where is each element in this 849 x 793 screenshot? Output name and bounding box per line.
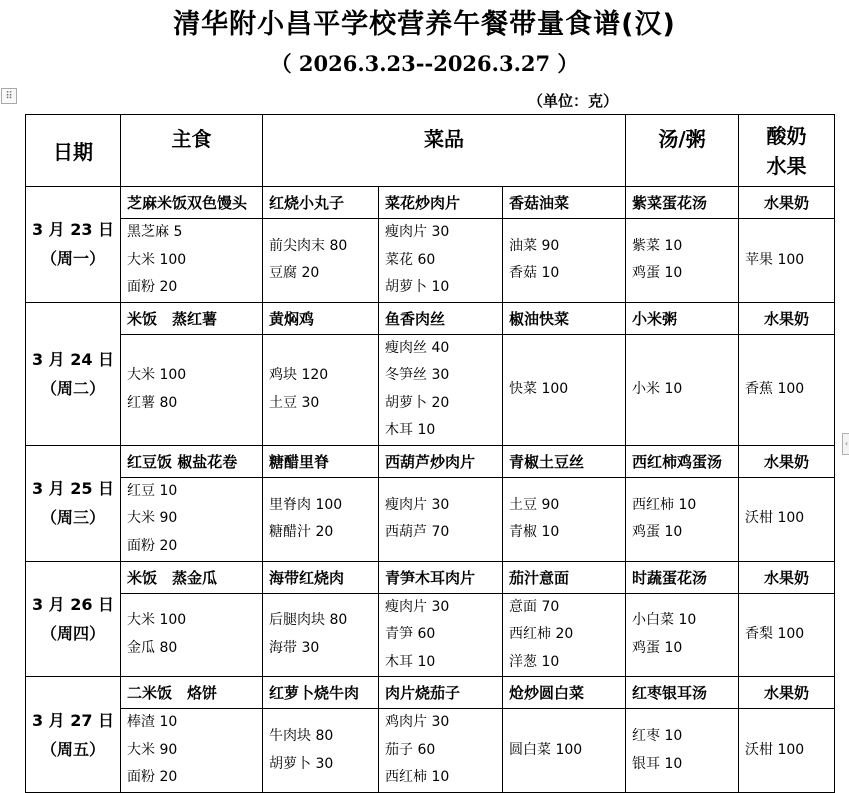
dish-3-dish-name: 香菇油菜 (503, 187, 626, 219)
ingredient-item: 香梨 100 (745, 626, 805, 642)
dish-3-ingredients (503, 709, 626, 793)
ingredient-item: 青笋 60 (385, 626, 436, 642)
dessert-dish-name: 水果奶 (739, 561, 835, 593)
ingredient-item: 鸡块 120 (269, 367, 329, 383)
day-date-cell (26, 187, 121, 303)
ingredient-item: 胡萝卜 10 (385, 279, 450, 295)
ingredient-item: 前尖肉末 80 (269, 237, 348, 254)
staple-ingredients (121, 709, 263, 793)
dish-2-dish-name: 西葫芦炒肉片 (379, 445, 503, 477)
day-date-cell (26, 561, 121, 677)
soup-ingredients (626, 477, 739, 561)
soup-dish-name: 红枣银耳汤 (626, 677, 739, 709)
ingredient-item: 香蕉 100 (745, 380, 805, 397)
ingredient-item: 土豆 30 (269, 394, 320, 411)
ingredient-item: 红枣 10 (632, 728, 683, 744)
dessert-ingredients (739, 477, 835, 561)
day-date: 3 月 27 日 (31, 710, 115, 730)
dish-1-ingredients (263, 709, 379, 793)
day-weekday: （周一） (40, 249, 105, 269)
day-dish-row (26, 561, 835, 593)
dish-1-ingredients (263, 334, 379, 445)
side-tab-icon[interactable]: ‹ (842, 433, 849, 455)
day-ingredient-row (26, 334, 835, 445)
dessert-ingredients (739, 593, 835, 677)
header-date: 日期 (26, 115, 121, 187)
day-date-cell (26, 302, 121, 445)
soup-dish-name: 西红柿鸡蛋汤 (626, 445, 739, 477)
ingredient-item: 茄子 60 (385, 741, 436, 758)
ingredient-item: 意面 70 (509, 598, 560, 615)
dish-1-dish-name: 黄焖鸡 (263, 302, 379, 334)
dish-3-dish-name: 茄汁意面 (503, 561, 626, 593)
page-title: 清华附小昌平学校营养午餐带量食谱(汉) (173, 9, 676, 40)
header-row (26, 115, 835, 187)
day-date-cell (26, 677, 121, 793)
header-dishes: 菜品 (263, 115, 626, 187)
dish-3-ingredients (503, 593, 626, 677)
ingredient-item: 大米 100 (127, 612, 187, 629)
dish-3-ingredients (503, 477, 626, 561)
dessert-dish-name: 水果奶 (739, 445, 835, 477)
staple-ingredients (121, 334, 263, 445)
table-move-handle-icon[interactable]: ⠿ (1, 88, 17, 104)
day-date: 3 月 25 日 (31, 479, 115, 498)
ingredient-item: 西葫芦 70 (385, 524, 450, 540)
ingredient-item: 胡萝卜 30 (269, 755, 334, 772)
dish-2-ingredients (379, 709, 503, 793)
soup-dish-name: 小米粥 (626, 302, 739, 334)
ingredient-item: 大米 100 (127, 251, 187, 268)
dish-1-dish-name: 红烧小丸子 (263, 187, 379, 219)
ingredient-item: 木耳 10 (385, 422, 436, 438)
ingredient-item: 冬笋丝 30 (385, 367, 450, 383)
dish-3-dish-name: 椒油快菜 (503, 302, 626, 334)
day-ingredient-row (26, 709, 835, 793)
dessert-ingredients (739, 334, 835, 445)
dish-2-ingredients (379, 334, 503, 445)
day-dish-row (26, 677, 835, 709)
menu-table (25, 114, 835, 793)
ingredient-item: 沃柑 100 (745, 741, 805, 758)
staple-dish-name: 米饭 蒸金瓜 (121, 561, 263, 593)
dish-1-dish-name: 糖醋里脊 (263, 445, 379, 477)
ingredient-item: 红豆 10 (127, 482, 178, 499)
staple-dish-name: 芝麻米饭双色馒头 (121, 187, 263, 219)
day-ingredient-row (26, 477, 835, 561)
soup-ingredients (626, 219, 739, 303)
day-date-cell (26, 445, 121, 561)
ingredient-item: 面粉 20 (127, 279, 178, 295)
ingredient-item: 瘦肉丝 40 (385, 339, 450, 356)
ingredient-item: 苹果 100 (745, 251, 805, 268)
ingredient-item: 面粉 20 (127, 537, 178, 554)
dish-2-dish-name: 青笋木耳肉片 (379, 561, 503, 593)
header-dessert (739, 115, 835, 187)
ingredient-item: 小米 10 (632, 380, 683, 397)
ingredient-item: 豆腐 20 (269, 265, 320, 282)
ingredient-item: 大米 90 (127, 510, 178, 527)
ingredient-item: 大米 90 (127, 741, 178, 758)
soup-ingredients (626, 593, 739, 677)
day-dish-row (26, 445, 835, 477)
soup-dish-name: 时蔬蛋花汤 (626, 561, 739, 593)
dessert-dish-name: 水果奶 (739, 187, 835, 219)
ingredient-item: 糖醋汁 20 (269, 524, 334, 540)
ingredient-item: 鸡蛋 10 (632, 524, 683, 540)
ingredient-item: 面粉 20 (127, 769, 178, 786)
dish-1-ingredients (263, 593, 379, 677)
dessert-ingredients (739, 709, 835, 793)
dessert-ingredients (739, 219, 835, 303)
dish-1-ingredients (263, 219, 379, 303)
staple-dish-name: 二米饭 烙饼 (121, 677, 263, 709)
ingredient-item: 西红柿 10 (385, 769, 450, 786)
ingredient-item: 鸡蛋 10 (632, 639, 683, 656)
day-dish-row (26, 302, 835, 334)
dish-3-ingredients (503, 219, 626, 303)
ingredient-item: 金瓜 80 (127, 639, 178, 656)
ingredient-item: 香菇 10 (509, 265, 560, 282)
unit-label: （单位：克） (528, 92, 619, 110)
ingredient-item: 小白菜 10 (632, 612, 697, 629)
ingredient-item: 鸡蛋 10 (632, 265, 683, 282)
dish-2-ingredients (379, 477, 503, 561)
ingredient-item: 西红柿 10 (632, 496, 697, 513)
ingredient-item: 鸡肉片 30 (385, 714, 450, 731)
ingredient-item: 棒渣 10 (127, 714, 178, 731)
ingredient-item: 快菜 100 (509, 380, 569, 397)
dessert-dish-name: 水果奶 (739, 302, 835, 334)
dish-3-dish-name: 炝炒圆白菜 (503, 677, 626, 709)
day-weekday: （周五） (40, 739, 105, 759)
soup-ingredients (626, 709, 739, 793)
ingredient-item: 瘦肉片 30 (385, 224, 450, 240)
ingredient-item: 牛肉块 80 (269, 728, 334, 744)
ingredient-item: 银耳 10 (632, 755, 683, 772)
day-weekday: （周四） (40, 623, 105, 643)
day-date: 3 月 24 日 (31, 349, 115, 369)
ingredient-item: 胡萝卜 20 (385, 394, 450, 411)
ingredient-item: 沃柑 100 (745, 510, 805, 527)
menu-table-body (26, 115, 835, 793)
dish-2-dish-name: 肉片烧茄子 (379, 677, 503, 709)
ingredient-item: 里脊肉 100 (269, 496, 343, 513)
ingredient-item: 土豆 90 (509, 496, 560, 513)
day-ingredient-row (26, 593, 835, 677)
ingredient-item: 大米 100 (127, 367, 187, 383)
dish-2-ingredients (379, 593, 503, 677)
header-dessert-yogurt: 酸奶 (766, 123, 807, 148)
dish-1-dish-name: 红萝卜烧牛肉 (263, 677, 379, 709)
day-date: 3 月 26 日 (31, 594, 115, 614)
ingredient-item: 瘦肉片 30 (385, 496, 450, 513)
staple-dish-name: 红豆饭 椒盐花卷 (121, 445, 263, 477)
staple-ingredients (121, 477, 263, 561)
ingredient-item: 紫菜 10 (632, 237, 683, 254)
ingredient-item: 木耳 10 (385, 653, 436, 670)
dish-1-ingredients (263, 477, 379, 561)
dish-3-dish-name: 青椒土豆丝 (503, 445, 626, 477)
header-soup: 汤/粥 (626, 115, 739, 187)
dish-2-ingredients (379, 219, 503, 303)
header-staple: 主食 (121, 115, 263, 187)
ingredient-item: 后腿肉块 80 (269, 612, 348, 629)
dish-3-ingredients (503, 334, 626, 445)
soup-ingredients (626, 334, 739, 445)
ingredient-item: 青椒 10 (509, 524, 560, 540)
dish-1-dish-name: 海带红烧肉 (263, 561, 379, 593)
dessert-dish-name: 水果奶 (739, 677, 835, 709)
staple-dish-name: 米饭 蒸红薯 (121, 302, 263, 334)
staple-ingredients (121, 219, 263, 303)
day-ingredient-row (26, 219, 835, 303)
ingredient-item: 黑芝麻 5 (127, 224, 183, 240)
ingredient-item: 瘦肉片 30 (385, 598, 450, 615)
day-weekday: （周三） (40, 508, 105, 527)
ingredient-item: 海带 30 (269, 639, 320, 656)
ingredient-item: 油菜 90 (509, 237, 560, 254)
staple-ingredients (121, 593, 263, 677)
day-date: 3 月 23 日 (31, 220, 115, 240)
dish-2-dish-name: 鱼香肉丝 (379, 302, 503, 334)
ingredient-item: 西红柿 20 (509, 626, 574, 642)
date-range: （ 2026.3.23--2026.3.27 ） (270, 51, 579, 76)
dish-2-dish-name: 菜花炒肉片 (379, 187, 503, 219)
ingredient-item: 菜花 60 (385, 251, 436, 268)
ingredient-item: 红薯 80 (127, 394, 178, 411)
day-dish-row (26, 187, 835, 219)
day-weekday: （周二） (40, 378, 105, 398)
ingredient-item: 洋葱 10 (509, 653, 560, 670)
soup-dish-name: 紫菜蛋花汤 (626, 187, 739, 219)
header-dessert-fruit: 水果 (766, 153, 807, 178)
ingredient-item: 圆白菜 100 (509, 741, 583, 758)
